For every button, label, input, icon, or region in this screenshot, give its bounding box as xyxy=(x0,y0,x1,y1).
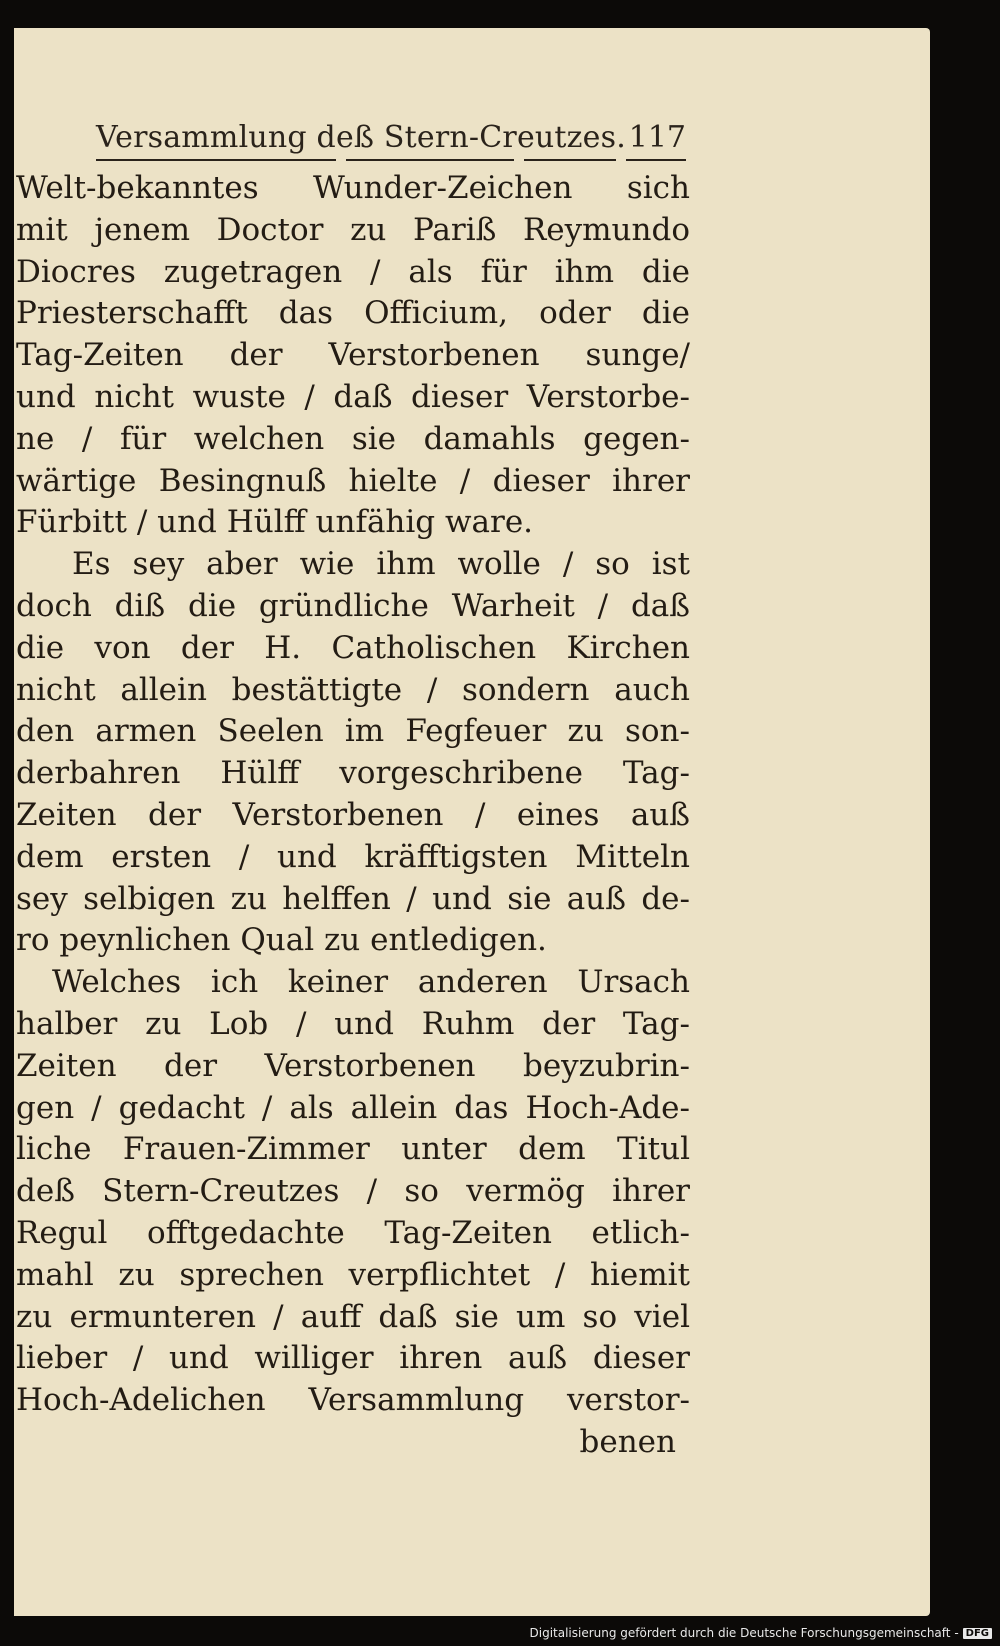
text-line: nicht allein bestättigte / sondern auch xyxy=(16,671,690,708)
text-line: sey selbigen zu helffen / und sie auß de- xyxy=(16,880,690,917)
text-line: halber zu Lob / und Ruhm der Tag- xyxy=(16,1005,690,1042)
text-line: Welt-bekanntes Wunder-Zeichen sich xyxy=(16,170,690,206)
text-line: mit jenem Doctor zu Pariß Reymundo xyxy=(16,211,690,248)
text-line: ro peynlichen Qual zu entledigen. xyxy=(16,922,547,959)
header-rule xyxy=(346,159,514,161)
text-line: den armen Seelen im Fegfeuer zu son- xyxy=(16,713,690,750)
page-gutter xyxy=(0,28,14,1616)
text-line: zu ermunteren / auff daß sie um so viel xyxy=(16,1298,690,1335)
body-text xyxy=(16,168,690,1464)
header-rule xyxy=(524,159,616,161)
dfg-logo: DFG xyxy=(963,1628,992,1639)
text-line: mahl zu sprechen verpflichtet / hiemit xyxy=(16,1256,690,1293)
text-line: und nicht wuste / daß dieser Verstorbe- xyxy=(16,378,690,415)
text-line: derbahren Hülff vorgeschribene Tag- xyxy=(16,755,690,792)
text-line: ne / für welchen sie damahls gegen- xyxy=(16,420,690,457)
text-line: lieber / und williger ihren auß dieser xyxy=(16,1340,690,1377)
text-line: deß Stern-Creutzes / so vermög ihrer xyxy=(16,1173,690,1210)
book-page xyxy=(0,28,930,1616)
text-line: Diocres zugetragen / als für ihm die xyxy=(16,253,690,290)
text-line: gen / gedacht / als allein das Hoch-Ade- xyxy=(16,1089,690,1126)
text-line: Tag-Zeiten der Verstorbenen sunge/ xyxy=(16,337,690,374)
text-line: Zeiten der Verstorbenen beyzubrin- xyxy=(16,1047,690,1084)
digitization-credit xyxy=(530,1626,993,1640)
header-rule xyxy=(626,159,686,161)
text-line: Fürbitt / und Hülff unfähig ware. xyxy=(16,504,534,541)
text-line: wärtige Besingnuß hielte / dieser ihrer xyxy=(16,462,690,499)
page-number: 117 xyxy=(628,120,686,155)
text-line: die von der H. Catholischen Kirchen xyxy=(16,629,690,666)
text-line: Priesterschafft das Officium, oder die xyxy=(16,295,690,332)
credit-text: Digitalisierung gefördert durch die Deutsche Forschungsgemeinschaft - xyxy=(529,1626,959,1640)
header-rule xyxy=(96,159,336,161)
text-line: Zeiten der Verstorbenen / eines auß xyxy=(16,796,690,833)
text-line: dem ersten / und kräfftigsten Mitteln xyxy=(16,838,690,875)
text-line: Welches ich keiner anderen Ursach xyxy=(52,964,690,1001)
text-line: liche Frauen-Zimmer unter dem Titul xyxy=(16,1131,690,1168)
text-line: Regul offtgedachte Tag-Zeiten etlich- xyxy=(16,1214,690,1251)
running-title: Versammlung deß Stern-Creutzes. xyxy=(96,120,626,155)
page-header xyxy=(96,108,686,168)
text-line: Es sey aber wie ihm wolle / so ist xyxy=(72,546,690,583)
text-line: doch diß die gründliche Warheit / daß xyxy=(16,587,690,624)
catchword: benen xyxy=(579,1423,676,1460)
text-line: Hoch-Adelichen Versammlung verstor- xyxy=(16,1382,690,1419)
